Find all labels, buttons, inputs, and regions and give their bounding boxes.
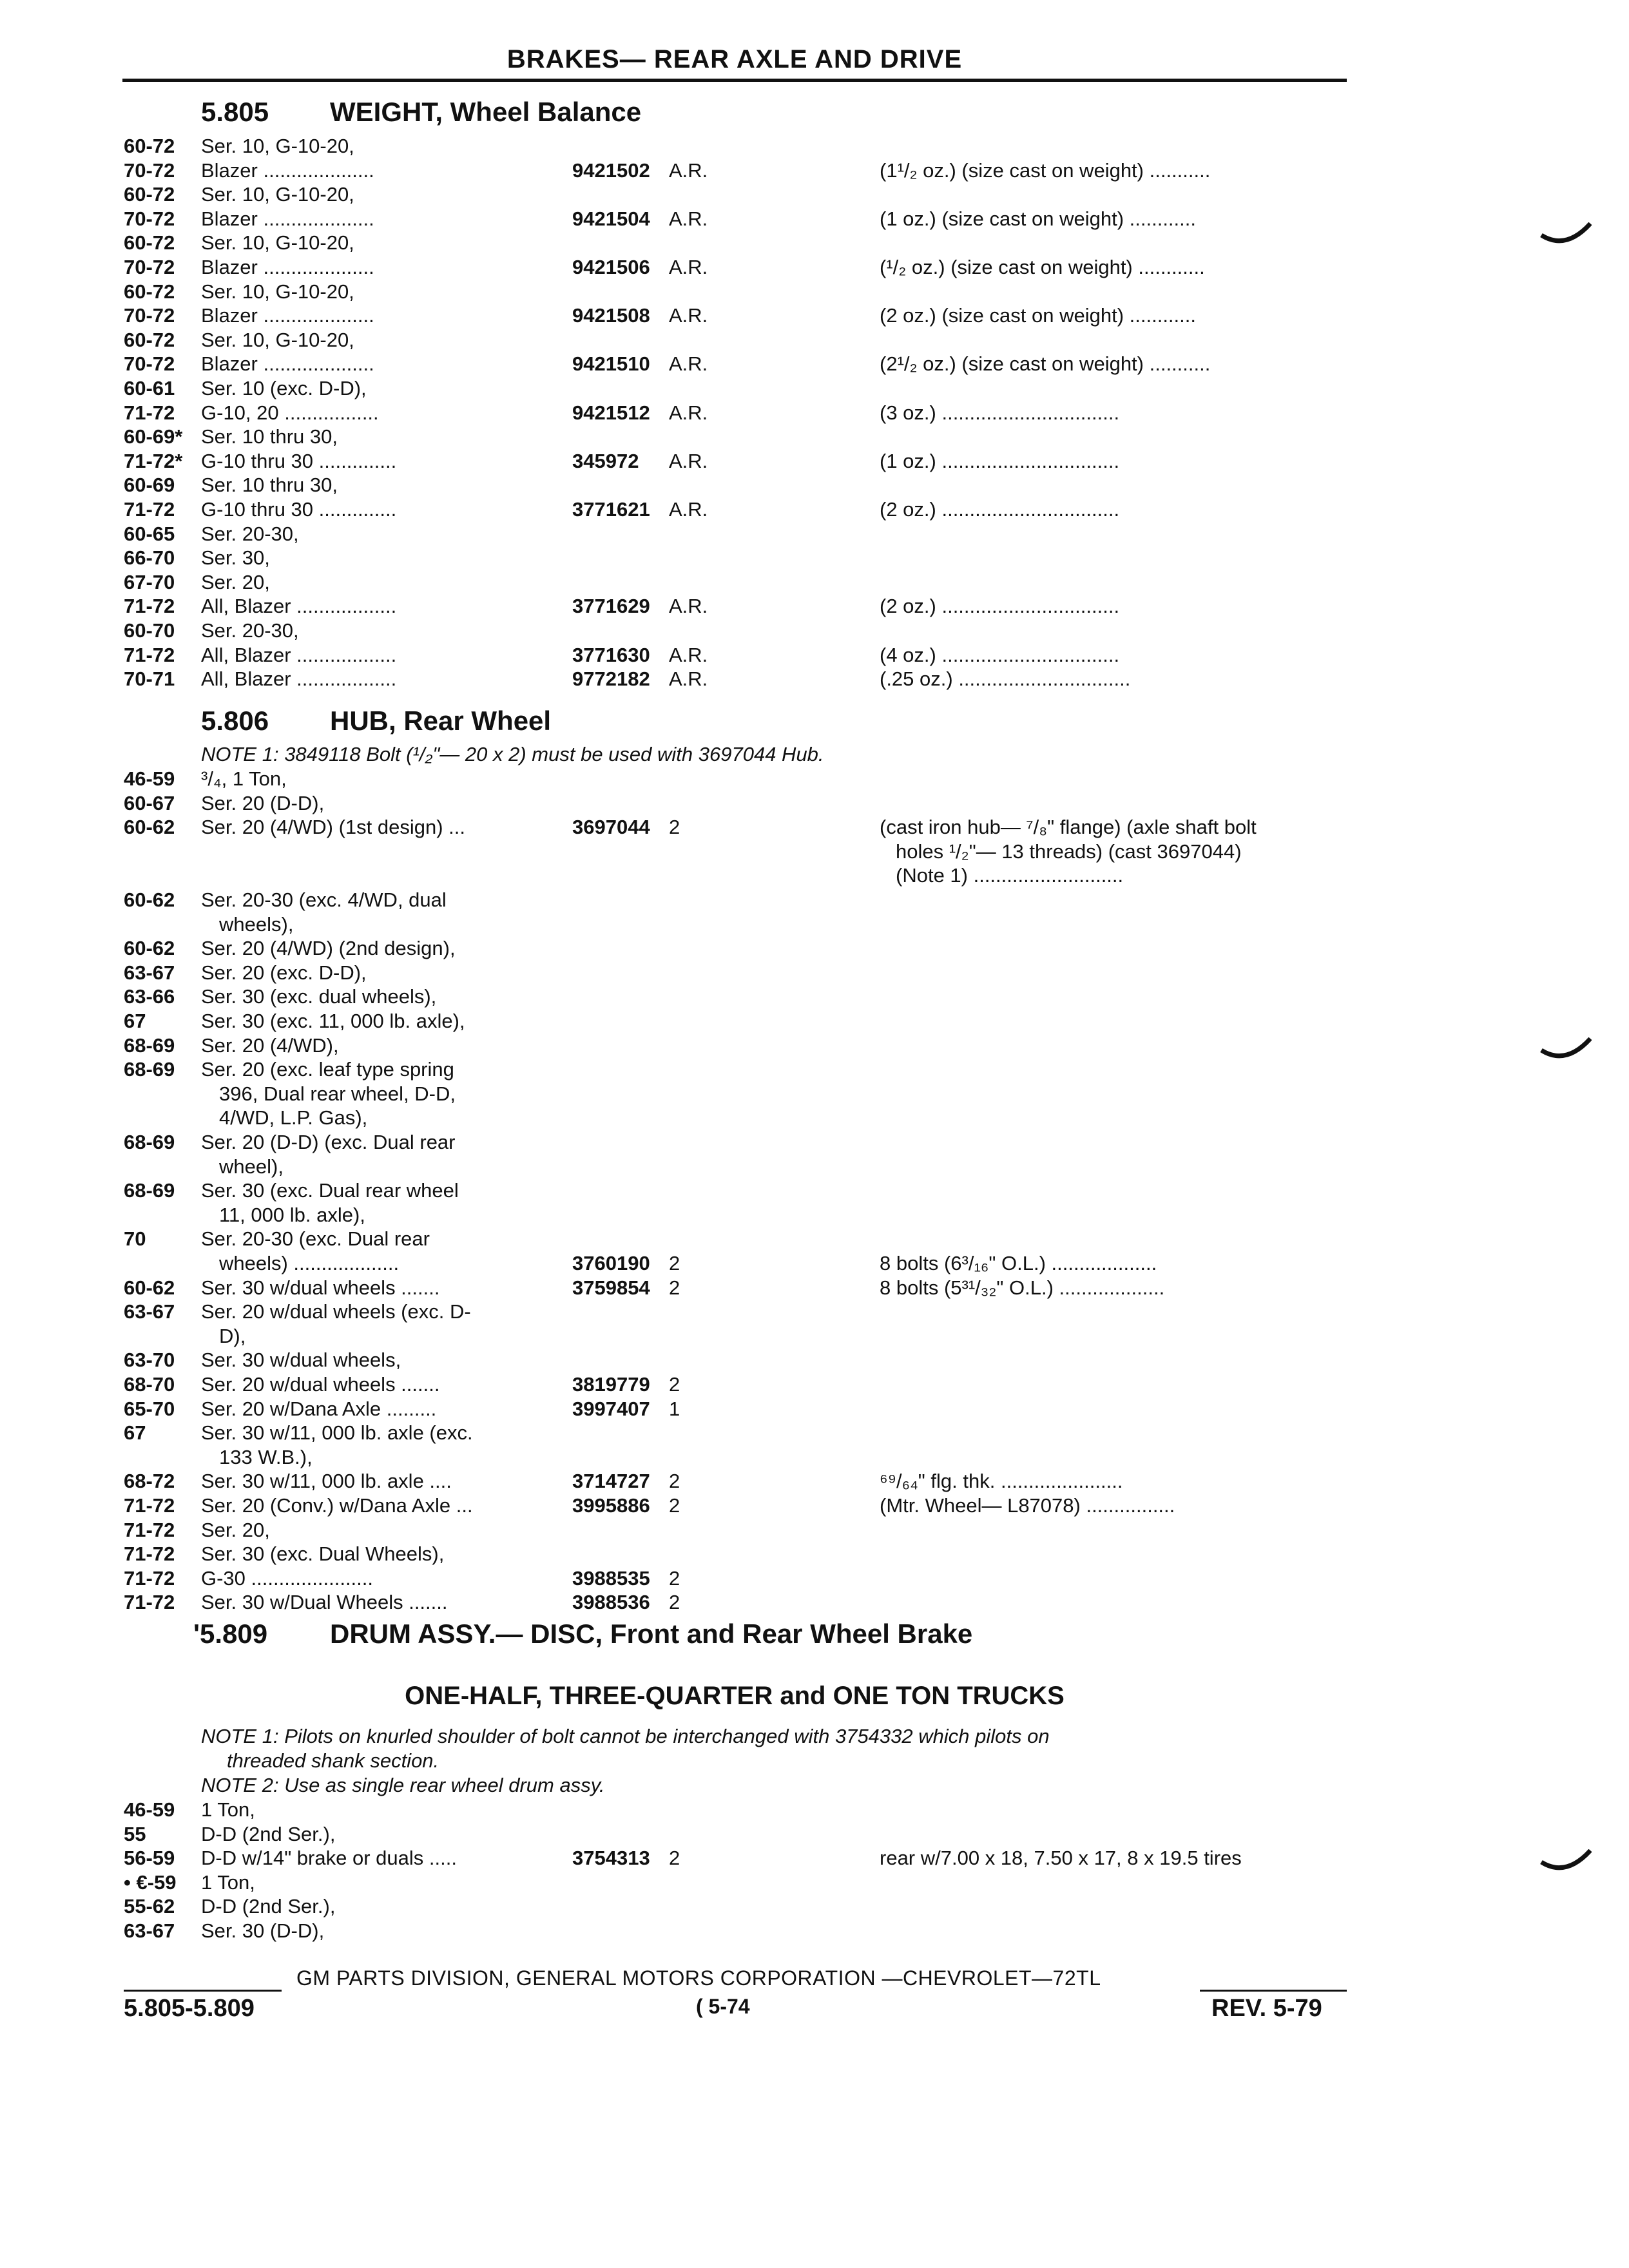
part-number: 9421512 [572, 401, 650, 424]
remarks: 8 bolts (5³¹/₃₂" O.L.) ................... [880, 1276, 1165, 1299]
year-range: • €-59 [124, 1870, 177, 1894]
part-number: 3988535 [572, 1566, 650, 1590]
description: Ser. 20-30 (exc. Dual rear [201, 1227, 430, 1251]
section-title-5805: WEIGHT, Wheel Balance [330, 97, 642, 127]
description: wheel), [219, 1155, 284, 1178]
description: Ser. 20-30, [201, 522, 299, 545]
section-number-5806: 5.806 [201, 706, 269, 736]
year-range: 63-67 [124, 1919, 175, 1942]
year-range: 67-70 [124, 570, 175, 593]
page-header-title: BRAKES— REAR AXLE AND DRIVE [506, 45, 963, 73]
quantity: 2 [669, 1470, 680, 1493]
year-range: 70-72 [124, 352, 175, 376]
quantity: 2 [669, 1276, 680, 1299]
quantity: A.R. [669, 159, 708, 182]
quantity: A.R. [669, 595, 708, 618]
description: Ser. 20-30 (exc. 4/WD, dual [201, 889, 447, 911]
year-range: 60-72 [124, 135, 175, 157]
quantity: 2 [669, 1591, 680, 1614]
description: Ser. 10, G-10-20, [201, 135, 354, 157]
year-range: 60-72 [124, 328, 175, 351]
year-range: 46-59 [124, 767, 175, 790]
footer-rule-left [124, 1990, 282, 1992]
year-range: 56-59 [124, 1847, 175, 1870]
part-number: 9421510 [572, 352, 650, 376]
year-range: 68-69 [124, 1033, 175, 1057]
description: 1 Ton, [201, 1870, 255, 1894]
description: Ser. 30 w/Dual Wheels ....... [201, 1591, 448, 1614]
year-range: 60-62 [124, 1276, 175, 1299]
description: Blazer .................... [201, 159, 374, 182]
description: Ser. 20 w/Dana Axle ......... [201, 1397, 437, 1420]
truck-class-subheading: ONE-HALF, THREE-QUARTER and ONE TON TRUCKS [405, 1682, 1065, 1710]
year-range: 71-72* [124, 449, 183, 472]
description: G-10 thru 30 .............. [201, 449, 397, 472]
year-range: 71-72 [124, 498, 175, 521]
description: Ser. 20 (D-D) (exc. Dual rear [201, 1131, 456, 1153]
quantity: 2 [669, 1494, 680, 1517]
year-range: 71-72 [124, 1591, 175, 1614]
year-range: 70-72 [124, 207, 175, 230]
description: Ser. 20, [201, 570, 270, 593]
description: 133 W.B.), [219, 1445, 313, 1468]
year-range: 70 [124, 1227, 146, 1251]
description: Blazer .................... [201, 207, 374, 230]
description: Ser. 20-30, [201, 619, 299, 642]
description: Ser. 10 thru 30, [201, 474, 338, 497]
binder-hole-mark [1540, 222, 1592, 248]
description: Blazer .................... [201, 256, 374, 278]
year-range: 63-67 [124, 961, 175, 984]
description: Ser. 30 w/11, 000 lb. axle .... [201, 1470, 452, 1493]
remarks: (cast iron hub— ⁷/₈" flange) (axle shaft bolt [880, 816, 1257, 839]
quantity: 2 [669, 816, 680, 839]
part-number: 9421504 [572, 207, 650, 230]
year-range: 60-62 [124, 937, 175, 960]
binder-hole-mark [1540, 1849, 1592, 1875]
quantity: A.R. [669, 304, 708, 327]
part-number: 3771629 [572, 595, 650, 618]
description: 1 Ton, [201, 1798, 255, 1821]
description: Ser. 30 w/11, 000 lb. axle (exc. [201, 1421, 473, 1445]
description: Ser. 10, G-10-20, [201, 328, 354, 351]
remarks: (4 oz.) ................................ [880, 643, 1120, 666]
remarks: 8 bolts (6³/₁₆" O.L.) ................... [880, 1252, 1157, 1274]
remarks: (1¹/₂ oz.) (size cast on weight) ........... [880, 159, 1211, 182]
part-number: 9421502 [572, 159, 650, 182]
part-number: 345972 [572, 449, 639, 472]
description: All, Blazer .................. [201, 668, 397, 691]
year-range: 46-59 [124, 1798, 175, 1821]
description: Ser. 20 (exc. leaf type spring [201, 1058, 454, 1081]
remarks: (2 oz.) ................................ [880, 595, 1120, 618]
quantity: 2 [669, 1566, 680, 1590]
footer-rule-right [1200, 1990, 1347, 1992]
description: Ser. 20 (D-D), [201, 791, 325, 814]
description: Ser. 30 (exc. dual wheels), [201, 985, 437, 1008]
section-5809-note-2: NOTE 2: Use as single rear wheel drum assy. [201, 1774, 605, 1796]
description: All, Blazer .................. [201, 595, 397, 618]
description: D), [219, 1324, 246, 1347]
section-title-5806: HUB, Rear Wheel [330, 706, 552, 736]
remarks: (2 oz.) ................................ [880, 498, 1120, 521]
year-range: 55 [124, 1822, 146, 1845]
part-number: 9772182 [572, 668, 650, 691]
remarks: (2¹/₂ oz.) (size cast on weight) ........... [880, 352, 1211, 376]
remarks: (¹/₂ oz.) (size cast on weight) ............ [880, 256, 1205, 278]
part-number: 3988536 [572, 1591, 650, 1614]
description: wheels), [219, 912, 294, 936]
year-range: 60-62 [124, 889, 175, 911]
remarks: (Note 1) ........................... [896, 864, 1124, 887]
part-number: 3697044 [572, 816, 650, 839]
part-number: 3760190 [572, 1252, 650, 1274]
description: All, Blazer .................. [201, 643, 397, 666]
footer-page-number: ( 5-74 [696, 1995, 750, 2018]
footer-section-range: 5.805-5.809 [124, 1995, 255, 2022]
quantity: A.R. [669, 352, 708, 376]
quantity: A.R. [669, 207, 708, 230]
footer-publisher: GM PARTS DIVISION, GENERAL MOTORS CORPORATION —CHEVROLET—72TL [296, 1966, 1101, 1990]
year-range: 60-72 [124, 231, 175, 255]
section-title-5809: DRUM ASSY.— DISC, Front and Rear Wheel Brake [330, 1619, 973, 1649]
year-range: 55-62 [124, 1895, 175, 1918]
description: Ser. 10, G-10-20, [201, 231, 354, 255]
part-number: 3771621 [572, 498, 650, 521]
description: D-D w/14" brake or duals ..... [201, 1847, 457, 1870]
description: Blazer .................... [201, 304, 374, 327]
year-range: 60-67 [124, 791, 175, 814]
description: 396, Dual rear wheel, D-D, [219, 1082, 456, 1105]
part-number: 3997407 [572, 1397, 650, 1420]
description: D-D (2nd Ser.), [201, 1822, 336, 1845]
year-range: 71-72 [124, 1566, 175, 1590]
description: G-30 ...................... [201, 1566, 374, 1590]
description: Ser. 20 (4/WD), [201, 1033, 339, 1057]
binder-hole-mark [1540, 1037, 1592, 1063]
description: Ser. 30, [201, 546, 270, 570]
year-range: 67 [124, 1421, 146, 1445]
part-number: 3819779 [572, 1373, 650, 1396]
description: Ser. 10, G-10-20, [201, 280, 354, 303]
description: D-D (2nd Ser.), [201, 1895, 336, 1918]
year-range: 66-70 [124, 546, 175, 570]
description: 4/WD, L.P. Gas), [219, 1106, 368, 1129]
year-range: 60-72 [124, 280, 175, 303]
section-number-5805: 5.805 [201, 97, 269, 127]
part-number: 3771630 [572, 643, 650, 666]
year-range: 71-72 [124, 1518, 175, 1541]
description: Ser. 20 (4/WD) (2nd design), [201, 937, 456, 960]
remarks: (3 oz.) ................................ [880, 401, 1120, 424]
part-number: 3995886 [572, 1494, 650, 1517]
description: Ser. 30 (exc. Dual rear wheel [201, 1179, 459, 1202]
section-5809-note-1: NOTE 1: Pilots on knurled shoulder of bolt cannot be interchanged with 3754332 which pilots on [201, 1725, 1050, 1747]
year-range: 71-72 [124, 1494, 175, 1517]
quantity: A.R. [669, 256, 708, 278]
description: 11, 000 lb. axle), [219, 1203, 365, 1226]
description: Ser. 20 w/dual wheels (exc. D- [201, 1300, 471, 1323]
year-range: 70-71 [124, 668, 175, 691]
description: Ser. 10, G-10-20, [201, 183, 354, 206]
year-range: 68-69 [124, 1058, 175, 1081]
section-5806-note: NOTE 1: 3849118 Bolt (¹/₂"— 20 x 2) must be used with 3697044 Hub. [201, 743, 824, 765]
year-range: 60-69 [124, 474, 175, 497]
year-range: 60-61 [124, 377, 175, 399]
header-rule [122, 79, 1347, 82]
remarks: (2 oz.) (size cast on weight) ............ [880, 304, 1196, 327]
description: wheels) ................... [219, 1252, 400, 1274]
description: Ser. 20 w/dual wheels ....... [201, 1373, 440, 1396]
description: Ser. 20, [201, 1518, 270, 1541]
remarks: (1 oz.) (size cast on weight) ............ [880, 207, 1196, 230]
description: G-10, 20 ................. [201, 401, 379, 424]
description: Ser. 20 (exc. D-D), [201, 961, 367, 984]
quantity: A.R. [669, 643, 708, 666]
quantity: 2 [669, 1373, 680, 1396]
description: Ser. 20 (Conv.) w/Dana Axle ... [201, 1494, 473, 1517]
remarks: rear w/7.00 x 18, 7.50 x 17, 8 x 19.5 tires [880, 1847, 1242, 1870]
year-range: 70-72 [124, 159, 175, 182]
remarks: (1 oz.) ................................ [880, 449, 1120, 472]
footer-revision: REV. 5-79 [1211, 1995, 1322, 2022]
description: Ser. 30 w/dual wheels, [201, 1349, 401, 1372]
year-range: 68-69 [124, 1131, 175, 1153]
year-range: 70-72 [124, 304, 175, 327]
year-range: 67 [124, 1010, 146, 1032]
quantity: 2 [669, 1847, 680, 1870]
section-number-5809: '5.809 [193, 1619, 268, 1649]
year-range: 71-72 [124, 595, 175, 618]
quantity: 2 [669, 1252, 680, 1274]
year-range: 63-66 [124, 985, 175, 1008]
remarks: (.25 oz.) ............................... [880, 668, 1131, 691]
description: Ser. 30 (D-D), [201, 1919, 325, 1942]
part-number: 3714727 [572, 1470, 650, 1493]
description: Ser. 30 (exc. 11, 000 lb. axle), [201, 1010, 465, 1032]
year-range: 63-67 [124, 1300, 175, 1323]
description: Ser. 10 (exc. D-D), [201, 377, 367, 399]
section-5809-note-1-cont: threaded shank section. [227, 1749, 439, 1772]
year-range: 68-70 [124, 1373, 175, 1396]
year-range: 60-70 [124, 619, 175, 642]
description: ³/₄, 1 Ton, [201, 767, 287, 790]
year-range: 63-70 [124, 1349, 175, 1372]
year-range: 60-65 [124, 522, 175, 545]
part-number: 9421508 [572, 304, 650, 327]
year-range: 65-70 [124, 1397, 175, 1420]
quantity: A.R. [669, 449, 708, 472]
year-range: 60-62 [124, 816, 175, 839]
description: Ser. 20 (4/WD) (1st design) ... [201, 816, 466, 839]
year-range: 60-69* [124, 425, 183, 448]
description: Ser. 30 w/dual wheels ....... [201, 1276, 440, 1299]
year-range: 68-72 [124, 1470, 175, 1493]
quantity: A.R. [669, 668, 708, 691]
year-range: 60-72 [124, 183, 175, 206]
description: Ser. 10 thru 30, [201, 425, 338, 448]
year-range: 68-69 [124, 1179, 175, 1202]
part-number: 3759854 [572, 1276, 650, 1299]
year-range: 71-72 [124, 1542, 175, 1566]
quantity: 1 [669, 1397, 680, 1420]
year-range: 70-72 [124, 256, 175, 278]
remarks: holes ¹/₂"— 13 threads) (cast 3697044) [896, 840, 1242, 863]
part-number: 3754313 [572, 1847, 650, 1870]
year-range: 71-72 [124, 401, 175, 424]
quantity: A.R. [669, 498, 708, 521]
description: Ser. 30 (exc. Dual Wheels), [201, 1542, 445, 1566]
remarks: (Mtr. Wheel— L87078) ................ [880, 1494, 1175, 1517]
year-range: 71-72 [124, 643, 175, 666]
description: Blazer .................... [201, 352, 374, 376]
remarks: ⁶⁹/₆₄" flg. thk. ...................... [880, 1470, 1123, 1493]
part-number: 9421506 [572, 256, 650, 278]
quantity: A.R. [669, 401, 708, 424]
description: G-10 thru 30 .............. [201, 498, 397, 521]
